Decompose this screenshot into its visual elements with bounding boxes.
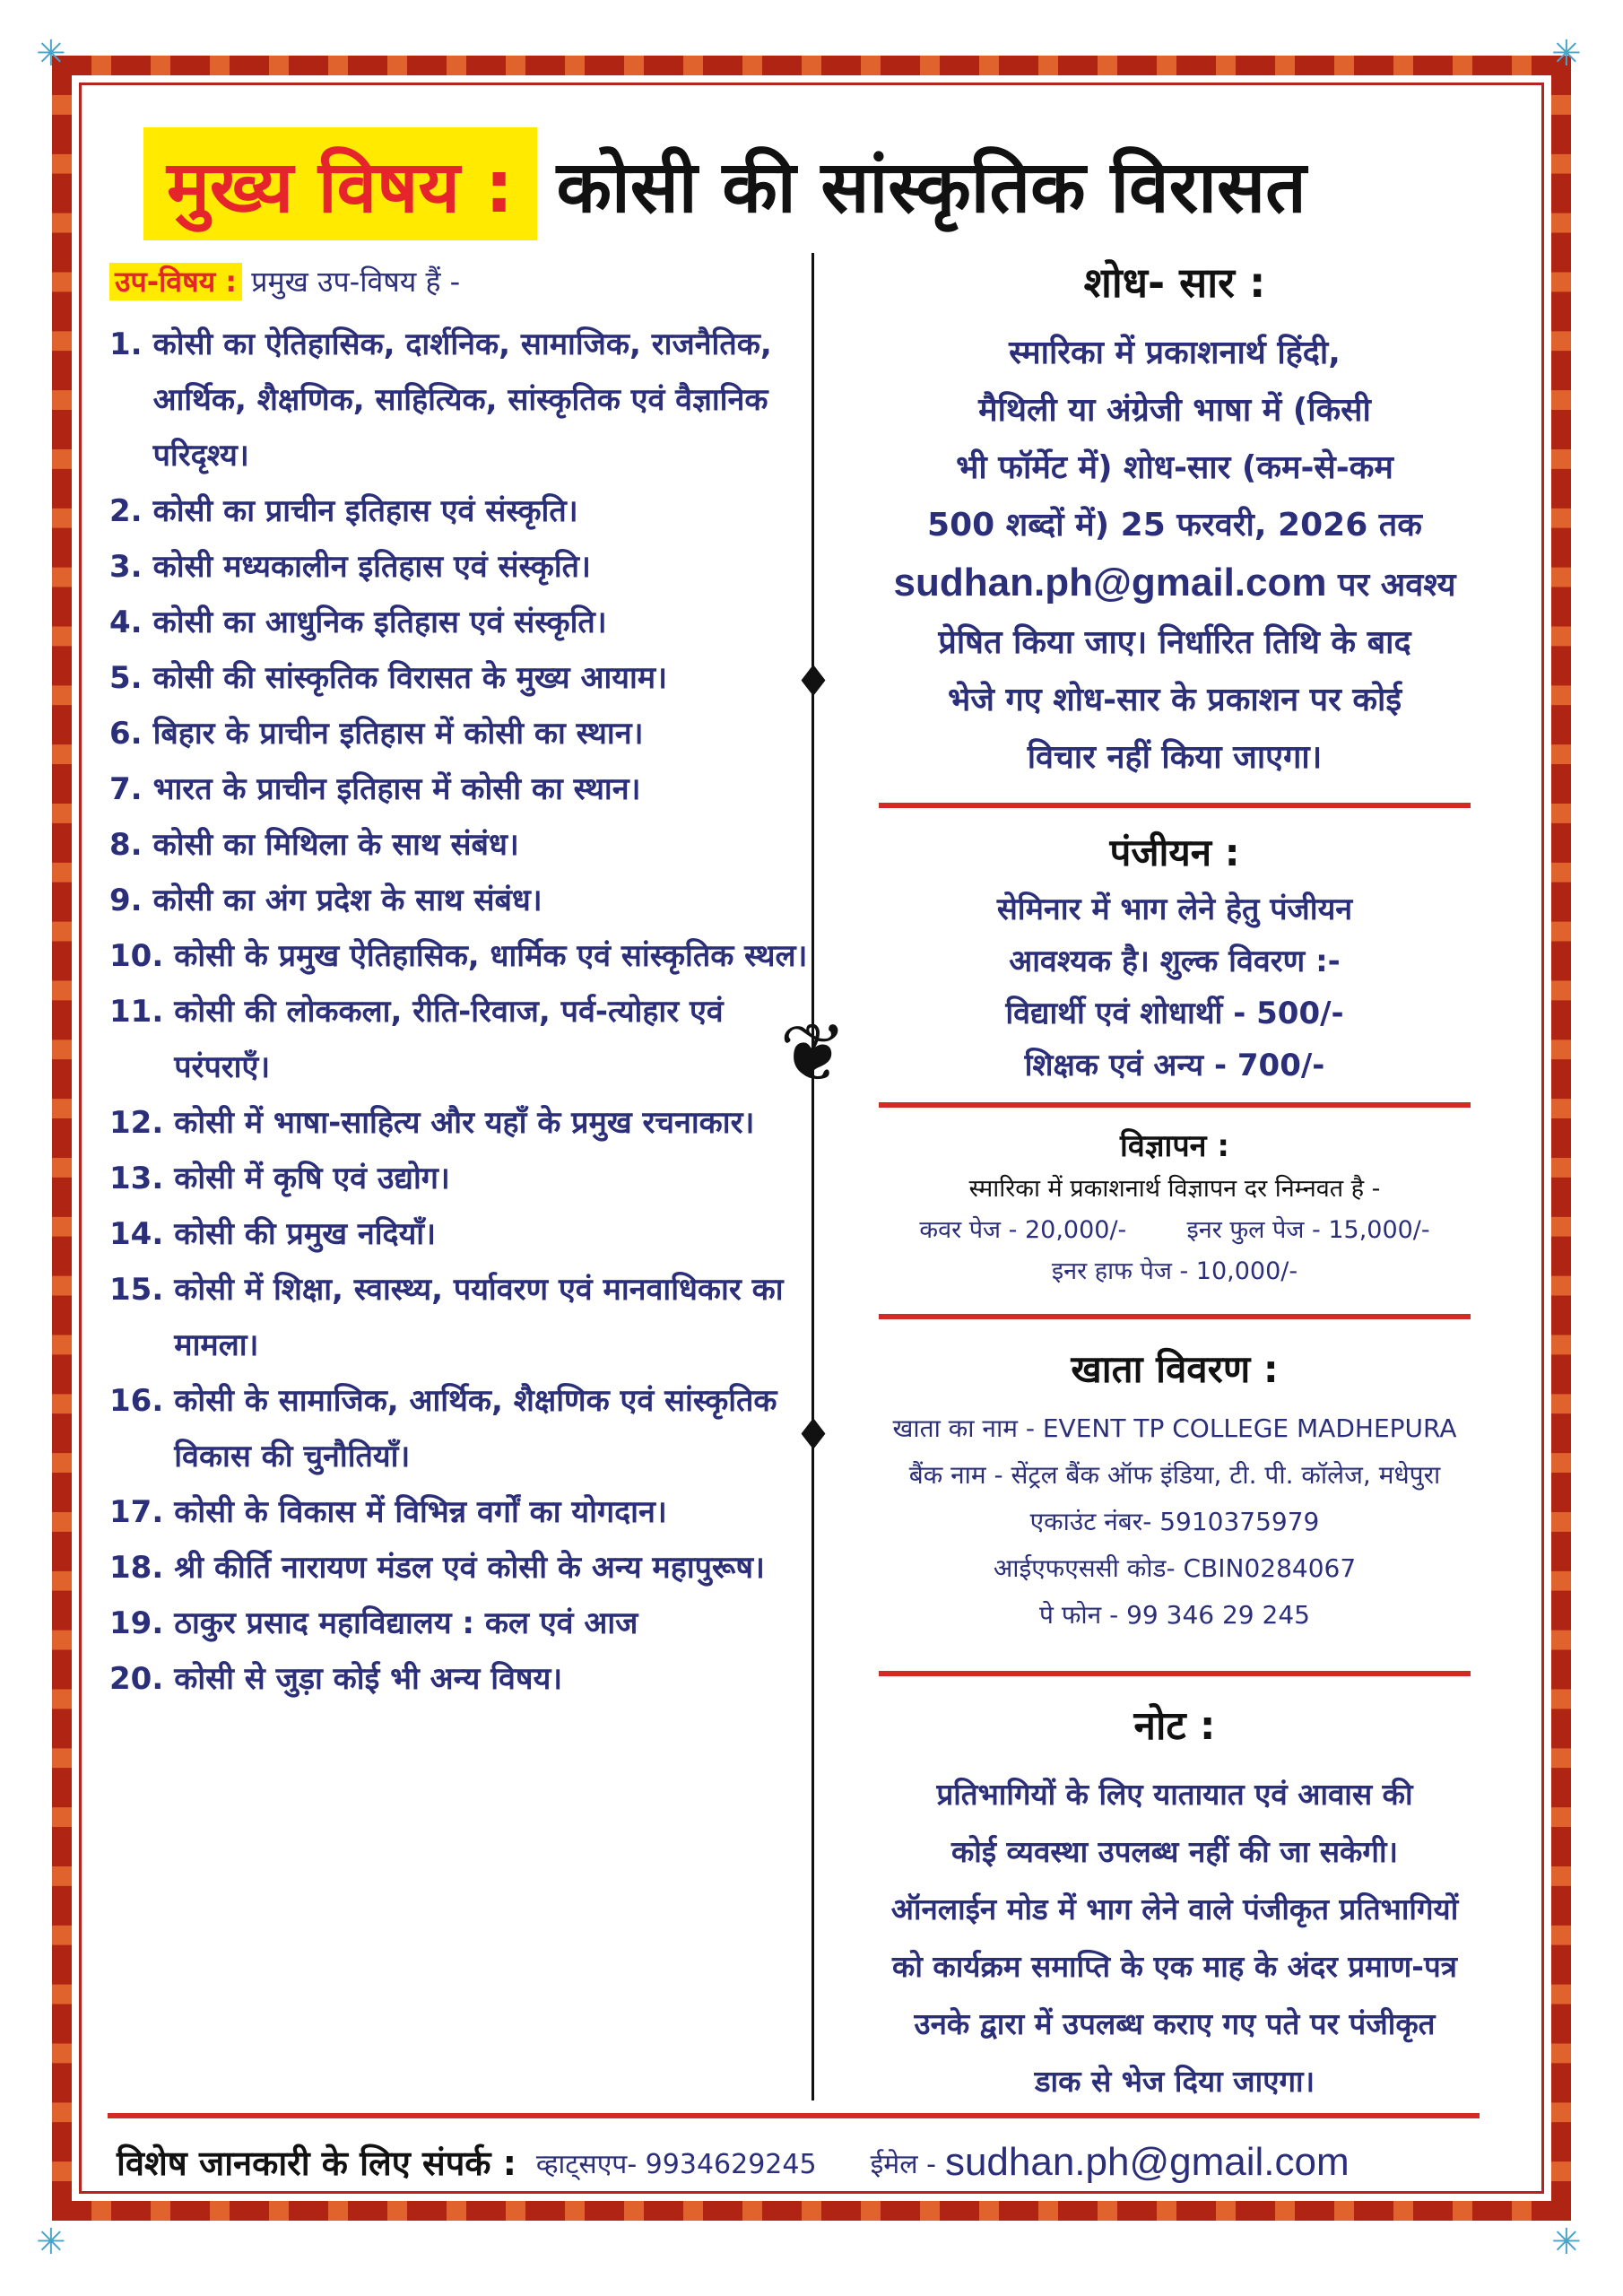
account-number: एकाउंट नंबर- 5910375979 — [1029, 1507, 1320, 1536]
subtopic-number: 15. — [109, 1272, 164, 1308]
info-column — [861, 253, 1488, 2110]
abstract-line: 500 शब्दों में) 25 फरवरी, 2026 तक — [927, 507, 1422, 544]
page-title — [143, 126, 1306, 242]
subtopic-item — [109, 1151, 809, 1206]
note-line: कोई व्यवस्था उपलब्ध नहीं की जा सकेगी। — [950, 1834, 1399, 1869]
subtopic-text: कोसी का प्राचीन इतिहास एवं संस्कृति। — [152, 493, 578, 529]
subtopic-text: कोसी का ऐतिहासिक, दार्शनिक, सामाजिक, राजनैतिक, आर्थिक, शैक्षणिक, साहित्यिक, सांस्कृतिक एवं वैज्ञानिक परिदृश्य। — [152, 326, 772, 474]
subtopic-item — [109, 539, 809, 595]
subtopic-text: कोसी में भाषा-साहित्य और यहाँ के प्रमुख रचनाकार। — [174, 1105, 755, 1141]
subtopic-item — [109, 1373, 809, 1484]
subtopics-heading — [109, 262, 809, 300]
subtopic-item — [109, 1206, 809, 1262]
subtopic-item — [109, 1596, 809, 1651]
abstract-line: मैथिली या अंग्रेजी भाषा में (किसी — [978, 392, 1371, 429]
registration-section — [861, 826, 1488, 1091]
abstract-line: प्रेषित किया जाए। निर्धारित तिथि के बाद — [938, 624, 1411, 661]
advertisement-section — [861, 1124, 1488, 1292]
subtopic-text: कोसी की लोककला, रीति-रिवाज, पर्व-त्योहार एवं परंपराएँ। — [174, 994, 724, 1085]
abstract-line — [861, 554, 1488, 614]
account-title: खाता विवरण : — [1071, 1347, 1279, 1391]
corner-star-icon: ✳ — [36, 33, 66, 74]
subtopic-number: 4. — [109, 604, 143, 640]
advertisement-title: विज्ञापन : — [1120, 1128, 1229, 1164]
subtopic-number: 9. — [109, 883, 143, 918]
corner-star-icon: ✳ — [1551, 2222, 1582, 2263]
subtopic-number: 10. — [109, 938, 164, 974]
footer-label: विशेष जानकारी के लिए संपर्क : — [117, 2144, 516, 2183]
subtopic-number: 3. — [109, 549, 143, 585]
abstract-section — [861, 253, 1488, 787]
subtopic-text: कोसी में शिक्षा, स्वास्थ्य, पर्यावरण एवं मानवाधिकार का मामला। — [174, 1272, 784, 1363]
note-line: को कार्यक्रम समाप्ति के एक माह के अंदर प्रमाण-पत्र — [892, 1949, 1457, 1984]
advertisement-intro: स्मारिका में प्रकाशनार्थ विज्ञापन दर निम्नवत है - — [968, 1175, 1381, 1203]
subtopic-text: कोसी का आधुनिक इतिहास एवं संस्कृति। — [152, 604, 607, 640]
subtopic-text: कोसी में कृषि एवं उद्योग। — [174, 1161, 450, 1196]
subtopic-number: 7. — [109, 771, 143, 807]
subtopic-number: 5. — [109, 660, 143, 696]
subtopic-text: श्री कीर्ति नारायण मंडल एवं कोसी के अन्य महापुरूष। — [174, 1550, 765, 1586]
subtopic-number: 12. — [109, 1105, 164, 1141]
subtopic-text: कोसी की प्रमुख नदियाँ। — [174, 1216, 437, 1252]
subtopic-text: कोसी का मिथिला के साथ संबंध। — [152, 827, 519, 863]
registration-line: आवश्यक है। शुल्क विवरण :- — [1009, 944, 1341, 979]
subtopics-section — [109, 262, 809, 1707]
abstract-line: विचार नहीं किया जाएगा। — [1027, 739, 1323, 776]
subtopic-number: 20. — [109, 1661, 164, 1697]
registration-title: पंजीयन : — [1109, 831, 1240, 874]
subtopic-number: 17. — [109, 1494, 164, 1530]
note-title: नोट : — [1133, 1703, 1216, 1749]
ad-cover-rate: कवर पेज - 20,000/- — [919, 1216, 1127, 1244]
subtopic-item — [109, 1484, 809, 1540]
ornament-icon: ♦ — [794, 1410, 833, 1460]
registration-line: सेमिनार में भाग लेने हेतु पंजीयन — [996, 891, 1353, 927]
section-divider — [879, 803, 1471, 808]
note-line: प्रतिभागियों के लिए यातायात एवं आवास की — [936, 1777, 1413, 1812]
subtopic-item — [109, 595, 809, 650]
note-line: डाक से भेज दिया जाएगा। — [1034, 2064, 1315, 2099]
subtopics-intro: प्रमुख उप-विषय हैं - — [251, 265, 461, 299]
footer-email-label: ईमेल - — [870, 2148, 936, 2180]
footer-divider — [108, 2113, 1480, 2118]
title-main-highlight: मुख्य विषय : — [143, 127, 537, 240]
subtopic-item — [109, 761, 809, 817]
subtopic-number: 11. — [109, 994, 164, 1030]
subtopics-list — [109, 317, 809, 1707]
subtopic-text: कोसी के विकास में विभिन्न वर्गों का योगदान। — [174, 1494, 667, 1530]
subtopic-item — [109, 650, 809, 706]
subtopic-item — [109, 706, 809, 761]
subtopic-text: ठाकुर प्रसाद महाविद्यालय : कल एवं आज — [174, 1605, 638, 1641]
account-section — [861, 1343, 1488, 1639]
registration-fee-teachers: शिक्षक एवं अन्य - 700/- — [1024, 1048, 1325, 1083]
section-divider — [879, 1102, 1471, 1108]
note-section — [861, 1700, 1488, 2110]
section-divider — [879, 1671, 1471, 1676]
subtopic-item — [109, 1262, 809, 1373]
note-line: उनके द्वारा में उपलब्ध कराए गए पते पर पंजीकृत — [914, 2006, 1436, 2041]
subtopic-item — [109, 873, 809, 928]
subtopic-item — [109, 483, 809, 539]
abstract-line: भी फॉर्मेट में) शोध-सार (कम-से-कम — [956, 449, 1393, 486]
subtopic-text: कोसी मध्यकालीन इतिहास एवं संस्कृति। — [152, 549, 591, 585]
footer-contact — [117, 2133, 1515, 2192]
subtopic-item — [109, 1651, 809, 1707]
abstract-title: शोध- सार : — [1083, 258, 1266, 307]
section-divider — [879, 1314, 1471, 1319]
subtopic-number: 14. — [109, 1216, 164, 1252]
subtopic-text: कोसी से जुड़ा कोई भी अन्य विषय। — [174, 1661, 563, 1697]
corner-star-icon: ✳ — [36, 2222, 66, 2263]
subtopic-item — [109, 1540, 809, 1596]
subtopic-item — [109, 928, 809, 984]
subtopic-number: 8. — [109, 827, 143, 863]
account-bank: बैंक नाम - सेंट्रल बैंक ऑफ इंडिया, टी. पी. कॉलेज, मधेपुरा — [908, 1460, 1441, 1490]
subtopic-number: 1. — [109, 326, 143, 362]
account-name: खाता का नाम - EVENT TP COLLEGE MADHEPURA — [892, 1413, 1457, 1443]
footer-whatsapp[interactable]: व्हाट्सएप- 9934629245 — [535, 2148, 817, 2180]
account-ifsc: आईएफएससी कोड- CBIN0284067 — [993, 1553, 1357, 1583]
subtopic-number: 6. — [109, 716, 143, 752]
subtopics-label: उप-विषय : — [109, 263, 242, 300]
title-theme: कोसी की सांस्कृतिक विरासत — [556, 144, 1306, 229]
subtopic-number: 18. — [109, 1550, 164, 1586]
subtopic-text: भारत के प्राचीन इतिहास में कोसी का स्थान। — [152, 771, 641, 807]
subtopic-text: कोसी के प्रमुख ऐतिहासिक, धार्मिक एवं सांस्कृतिक स्थल। — [174, 938, 808, 974]
corner-star-icon: ✳ — [1551, 33, 1582, 74]
registration-fee-students: विद्यार्थी एवं शोधार्थी - 500/- — [1005, 996, 1344, 1031]
abstract-line: भेजे गए शोध-सार के प्रकाशन पर कोई — [947, 682, 1402, 718]
subtopic-number: 13. — [109, 1161, 164, 1196]
ad-inner-full-rate: इनर फुल पेज - 15,000/- — [1186, 1216, 1430, 1244]
footer-email-link[interactable]: sudhan.ph@gmail.com — [944, 2140, 1350, 2184]
subtopic-number: 19. — [109, 1605, 164, 1641]
subtopic-text: कोसी का अंग प्रदेश के साथ संबंध। — [152, 883, 542, 918]
note-line: ऑनलाईन मोड में भाग लेने वाले पंजीकृत प्रतिभागियों — [890, 1892, 1459, 1926]
subtopic-text: बिहार के प्राचीन इतिहास में कोसी का स्थान। — [152, 716, 644, 752]
abstract-email-link[interactable]: sudhan.ph@gmail.com — [893, 561, 1327, 604]
subtopic-item — [109, 817, 809, 873]
subtopic-item — [109, 317, 809, 483]
subtopic-number: 2. — [109, 493, 143, 529]
advertisement-rates — [861, 1210, 1488, 1251]
subtopic-text: कोसी के सामाजिक, आर्थिक, शैक्षणिक एवं सांस्कृतिक विकास की चुनौतियाँ। — [174, 1383, 777, 1474]
abstract-line: स्मारिका में प्रकाशनार्थ हिंदी, — [1009, 335, 1341, 371]
subtopic-text: कोसी की सांस्कृतिक विरासत के मुख्य आयाम। — [152, 660, 667, 696]
account-phonepe: पे फोन - 99 346 29 245 — [1039, 1600, 1310, 1630]
subtopic-number: 16. — [109, 1383, 164, 1419]
abstract-line-suffix: पर अवश्य — [1338, 567, 1456, 604]
subtopic-item — [109, 1095, 809, 1151]
ad-inner-half-rate: इनर हाफ पेज - 10,000/- — [1051, 1257, 1298, 1285]
ornament-icon: ♦ — [794, 657, 833, 707]
subtopic-item — [109, 984, 809, 1095]
vertical-divider — [812, 253, 814, 2100]
ornament-icon: ❦ — [779, 1006, 847, 1100]
